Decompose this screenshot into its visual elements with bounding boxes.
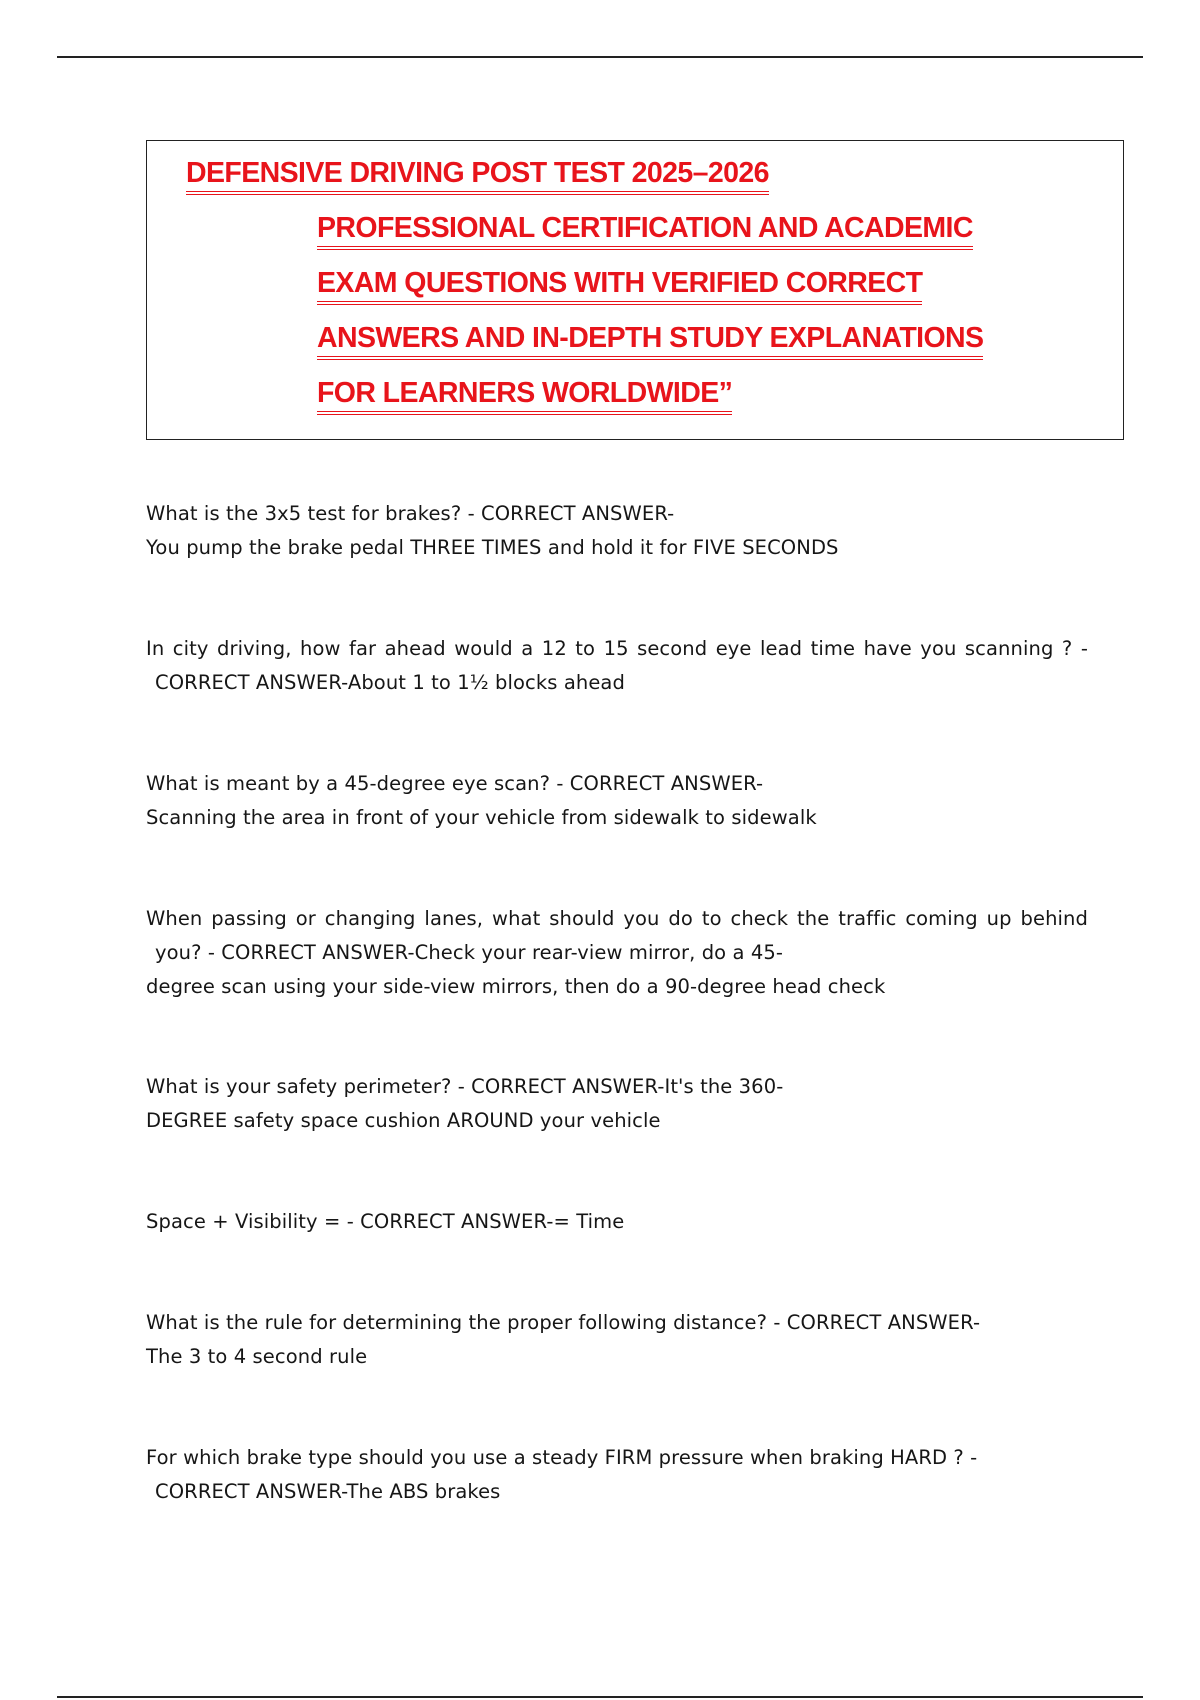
title-line-5: FOR LEARNERS WORLDWIDE” [317, 376, 732, 415]
qa-item [146, 1441, 1088, 1509]
question-text: In city driving, how far ahead would a 12 to 15 second eye lead time have you scanning ? - [146, 637, 1088, 660]
answer-text: Scanning the area in front of your vehicle from sidewalk to sidewalk [146, 806, 817, 829]
top-divider [57, 56, 1143, 58]
title-line-2: PROFESSIONAL CERTIFICATION AND ACADEMIC [317, 211, 973, 250]
question-text: For which brake type should you use a steady FIRM pressure when braking HARD ? - [146, 1446, 978, 1469]
qa-item [146, 1205, 1088, 1239]
question-text: What is the 3x5 test for brakes? - CORRECT ANSWER- [146, 502, 675, 525]
qa-item [146, 767, 1088, 835]
qa-item [146, 632, 1088, 700]
question-text: What is your safety perimeter? - CORRECT ANSWER-It's the 360- [146, 1075, 784, 1098]
answer-text: You pump the brake pedal THREE TIMES and hold it for FIVE SECONDS [146, 536, 839, 559]
title-line-4: ANSWERS AND IN-DEPTH STUDY EXPLANATIONS [317, 321, 983, 360]
answer-text: CORRECT ANSWER-About 1 to 1½ blocks ahead [155, 671, 625, 694]
qa-item [146, 1306, 1088, 1374]
question-text: What is the rule for determining the proper following distance? - CORRECT ANSWER- [146, 1311, 981, 1334]
answer-text: you? - CORRECT ANSWER-Check your rear-view mirror, do a 45- [155, 941, 783, 964]
question-text: Space + Visibility = - CORRECT ANSWER-= Time [146, 1210, 625, 1233]
answer-text: CORRECT ANSWER-The ABS brakes [155, 1480, 501, 1503]
question-text: What is meant by a 45-degree eye scan? - CORRECT ANSWER- [146, 772, 764, 795]
question-text: When passing or changing lanes, what should you do to check the traffic coming up behind [146, 907, 1088, 930]
answer-text: degree scan using your side-view mirrors, then do a 90-degree head check [146, 975, 886, 998]
title-line-1: DEFENSIVE DRIVING POST TEST 2025–2026 [186, 156, 769, 195]
qa-item [146, 902, 1088, 1004]
bottom-divider [57, 1696, 1143, 1698]
answer-text: DEGREE safety space cushion AROUND your vehicle [146, 1109, 661, 1132]
title-line-3: EXAM QUESTIONS WITH VERIFIED CORRECT [317, 266, 922, 305]
answer-text: The 3 to 4 second rule [146, 1345, 368, 1368]
qa-item [146, 1070, 1088, 1138]
qa-item [146, 497, 1088, 565]
